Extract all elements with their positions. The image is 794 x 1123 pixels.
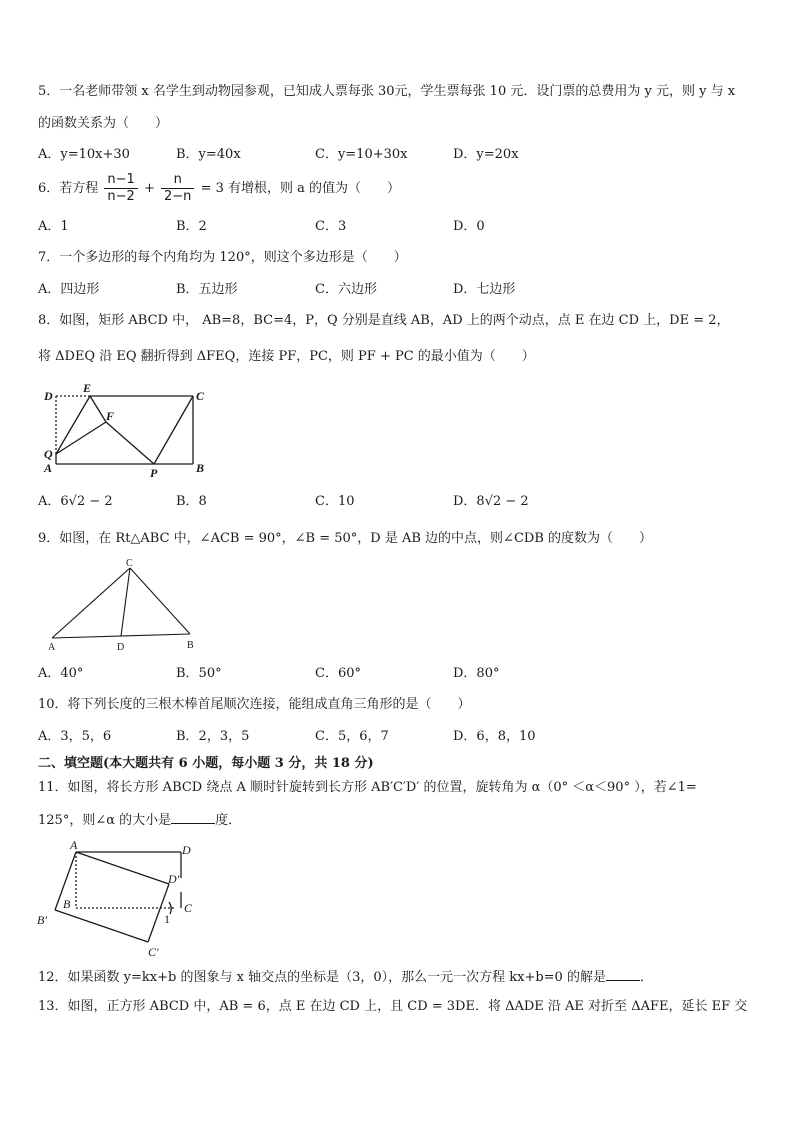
q8-segment-qf (56, 422, 106, 454)
q11-stem-line2 (38, 811, 241, 830)
q9-segment-cd (121, 568, 130, 636)
q6-option-a: A．1 (38, 219, 69, 234)
q8-label-a: A (44, 461, 53, 475)
q11-label-c: C (184, 901, 193, 915)
q8-label-b: B (196, 461, 205, 475)
q5-stem-line2: 的函数关系为（ ） (38, 116, 169, 131)
q11-segment-ad2 (76, 852, 169, 884)
q11-label-d-prime: D′ (168, 872, 180, 886)
q10-option-c: C．5，6，7 (315, 729, 389, 744)
q8-figure (36, 381, 236, 484)
q8-label-p: P (150, 466, 158, 480)
q5-option-d: D．y=20x (453, 147, 519, 162)
q8-segment-fp (106, 422, 154, 464)
q11-label-d: D (182, 843, 191, 857)
q6-prefix: 6．若方程 (38, 181, 99, 196)
q10-option-b: B．2，3，5 (176, 729, 250, 744)
q12-stem (38, 968, 653, 987)
q6-frac2-numerator: n (161, 172, 194, 189)
q11-answer-blank[interactable] (171, 811, 215, 824)
q6-option-b: B．2 (176, 219, 207, 234)
q6-frac1-numerator: n−1 (104, 172, 137, 189)
q11-text-before-blank: 125°，则∠α 的大小是 (38, 813, 172, 828)
q9-stem: 9．如图，在 Rt△ABC 中，∠ACB = 90°，∠B = 50°，D 是 AB 边的中点，则∠CDB 的度数为（ ） (38, 531, 653, 546)
q6-frac2-denominator: 2−n (164, 189, 192, 204)
q9-option-b: B．50° (176, 666, 222, 681)
q8-option-d: D．8√2 − 2 (453, 494, 529, 509)
q10-stem: 10．将下列长度的三根木棒首尾顺次连接，能组成直角三角形的是（ ） (38, 697, 471, 712)
q12-text-after-blank: ． (639, 970, 653, 985)
q11-figure (36, 838, 206, 968)
q9-figure (40, 558, 210, 654)
q8-segment-ef (90, 396, 106, 422)
q11-segment-b2c2 (55, 910, 148, 942)
q9-label-b: B (187, 640, 194, 651)
section-fill-in-title: 二、填空题(本大题共有 6 小题，每小题 3 分，共 18 分) (38, 756, 374, 771)
q11-label-a: A (70, 838, 78, 852)
q8-stem-line1: 8．如图，矩形 ABCD 中， AB=8，BC=4，P，Q 分别是直线 AB，AD 上的两个动点，点 E 在边 CD 上，DE = 2， (38, 313, 730, 328)
q8-label-f: F (106, 409, 115, 423)
q11-label-c-prime: C′ (148, 945, 159, 959)
q9-segment-cb (130, 568, 190, 634)
q9-option-d: D．80° (453, 666, 500, 681)
q5-option-c: C．y=10+30x (315, 147, 408, 162)
q13-stem: 13．如图，正方形 ABCD 中，AB = 6，点 E 在边 CD 上，且 CD = 3DE．将 ΔADE 沿 AE 对折至 ΔAFE，延长 EF 交 (38, 999, 748, 1014)
q8-label-d: D (44, 389, 53, 403)
q9-label-c: C (126, 558, 133, 569)
q7-option-b: B．五边形 (176, 282, 238, 297)
q6-option-c: C．3 (315, 219, 347, 234)
q7-stem: 7．一个多边形的每个内角均为 120°，则这个多边形是（ ） (38, 250, 407, 265)
q8-label-c: C (196, 389, 205, 403)
q8-option-c: C．10 (315, 494, 355, 509)
q5-option-a: A．y=10x+30 (38, 147, 130, 162)
q11-text-after-blank: 度． (215, 813, 242, 828)
q8-label-e: E (83, 381, 92, 395)
q6-suffix: = 3 有增根，则 a 的值为（ ） (200, 181, 401, 196)
q9-label-d: D (117, 642, 125, 653)
q8-option-a: A．6√2 − 2 (38, 494, 113, 509)
q7-option-d: D．七边形 (453, 282, 516, 297)
q9-segment-ca (52, 568, 130, 638)
q11-label-angle-1: 1 (164, 912, 170, 926)
q6-frac1-denominator: n−2 (107, 189, 135, 204)
q8-option-b: B．8 (176, 494, 207, 509)
q5-option-b: B．y=40x (176, 147, 241, 162)
q11-label-b: B (63, 897, 71, 911)
q9-option-c: C．60° (315, 666, 361, 681)
q7-option-a: A．四边形 (38, 282, 100, 297)
q8-segment-qe (56, 396, 90, 454)
q12-text-before-blank: 12．如果函数 y=kx+b 的图象与 x 轴交点的坐标是（3，0），那么一元一次方程 kx+b=0 的解是 (38, 970, 606, 985)
q9-label-a: A (48, 642, 56, 653)
q6-plus: + (143, 181, 155, 196)
q11-label-b-prime: B′ (37, 913, 47, 927)
q12-answer-blank[interactable] (606, 968, 640, 981)
q6-fraction-1 (104, 172, 137, 205)
q8-segment-pc (154, 396, 193, 464)
q6-option-d: D．0 (453, 219, 485, 234)
q6-stem (38, 171, 400, 207)
q8-stem-line2: 将 ΔDEQ 沿 EQ 翻折得到 ΔFEQ，连接 PF，PC，则 PF + PC 的最小值为（ ） (38, 349, 535, 364)
q6-fraction-2 (161, 172, 194, 205)
q7-option-c: C．六边形 (315, 282, 377, 297)
q8-label-q: Q (44, 447, 53, 461)
q5-stem-line1: 5．一名老师带领 x 名学生到动物园参观，已知成人票每张 30元，学生票每张 10 元．设门票的总费用为 y 元，则 y 与 x (38, 84, 736, 99)
q10-option-a: A．3，5，6 (38, 729, 112, 744)
q10-option-d: D．6，8，10 (453, 729, 536, 744)
q9-option-a: A．40° (38, 666, 84, 681)
q11-stem-line1: 11．如图，将长方形 ABCD 绕点 A 顺时针旋转到长方形 AB′C′D′ 的位置，旋转角为 α（0° ＜α＜90° ），若∠1= (38, 780, 697, 795)
